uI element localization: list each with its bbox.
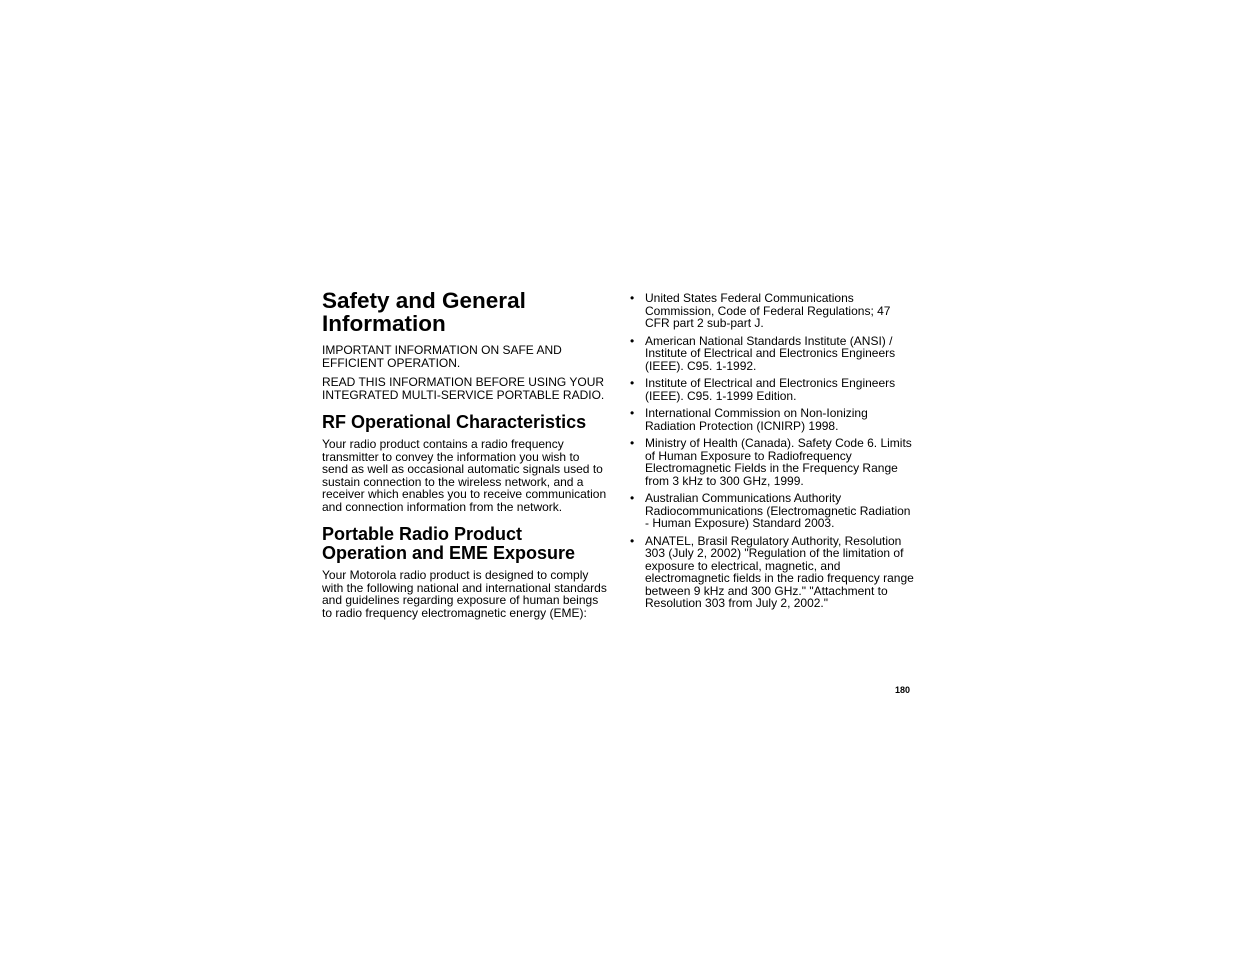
list-item — [630, 377, 915, 402]
left-column — [322, 289, 607, 626]
section-heading-eme: Portable Radio Product Operation and EME Exposure — [322, 524, 576, 563]
bullet-icon: • — [630, 406, 635, 420]
list-item-text: Institute of Electrical and Electronics Engineers (IEEE). C95. 1-1999 Edition. — [645, 376, 896, 403]
right-column — [630, 292, 915, 615]
list-item — [630, 492, 915, 530]
bullet-icon: • — [630, 533, 635, 548]
bullet-icon: • — [630, 333, 635, 348]
page-number: 180 — [894, 685, 910, 695]
list-item — [630, 437, 915, 487]
list-item-text: ANATEL, Brasil Regulatory Authority, Resolution 303 (July 2, 2002) "Regulation of the limitation of exposure to electrical, magnetic, and electromagnetic fields in the radio frequency range between 9 kHz and 300 GHz." "Attachment to Resolution 303 from July 2, 2002." — [645, 533, 914, 610]
list-item-text: Australian Communications Authority Radiocommunications (Electromagnetic Radiation - Human Exposure) Standard 2003. — [645, 491, 911, 530]
list-item-text: International Commission on Non-Ionizing Radiation Protection (ICNIRP) 1998. — [645, 406, 868, 433]
bullet-icon: • — [630, 436, 635, 450]
intro-paragraph-2: READ THIS INFORMATION BEFORE USING YOUR INTEGRATED MULTI-SERVICE PORTABLE RADIO. — [322, 375, 605, 402]
list-item-text: Ministry of Health (Canada). Safety Code 6. Limits of Human Exposure to Radiofrequency Electromagnetic Fields in the Frequency Range from 3 kHz to 300 GHz, 1999. — [645, 436, 912, 488]
section-heading-rf: RF Operational Characteristics — [322, 412, 587, 432]
list-item — [630, 407, 915, 432]
list-item-text: American National Standards Institute (ANSI) / Institute of Electrical and Electronics Engineers (IEEE). C95. 1-1992. — [645, 333, 896, 373]
bullet-icon: • — [630, 291, 635, 305]
page-title: Safety and General Information — [322, 288, 526, 336]
standards-list — [630, 292, 915, 610]
bullet-icon: • — [630, 376, 635, 390]
list-item-text: United States Federal Communications Commission, Code of Federal Regulations; 47 CFR part 2 sub-part J. — [645, 291, 891, 330]
section-body-rf: Your radio product contains a radio frequency transmitter to convey the information you wish to send as well as occasional automatic signals used to sustain connection to the wireless network, and a receiver which enables you to receive communication and connection information from the network. — [322, 437, 607, 514]
list-item — [630, 335, 915, 373]
section-body-eme: Your Motorola radio product is designed to comply with the following national and international standards and guidelines regarding exposure of human beings to radio frequency electromagnetic energy (EME): — [322, 568, 607, 620]
list-item — [630, 535, 915, 610]
list-item — [630, 292, 915, 330]
bullet-icon: • — [630, 491, 635, 505]
intro-paragraph-1: IMPORTANT INFORMATION ON SAFE AND EFFICIENT OPERATION. — [322, 343, 562, 370]
